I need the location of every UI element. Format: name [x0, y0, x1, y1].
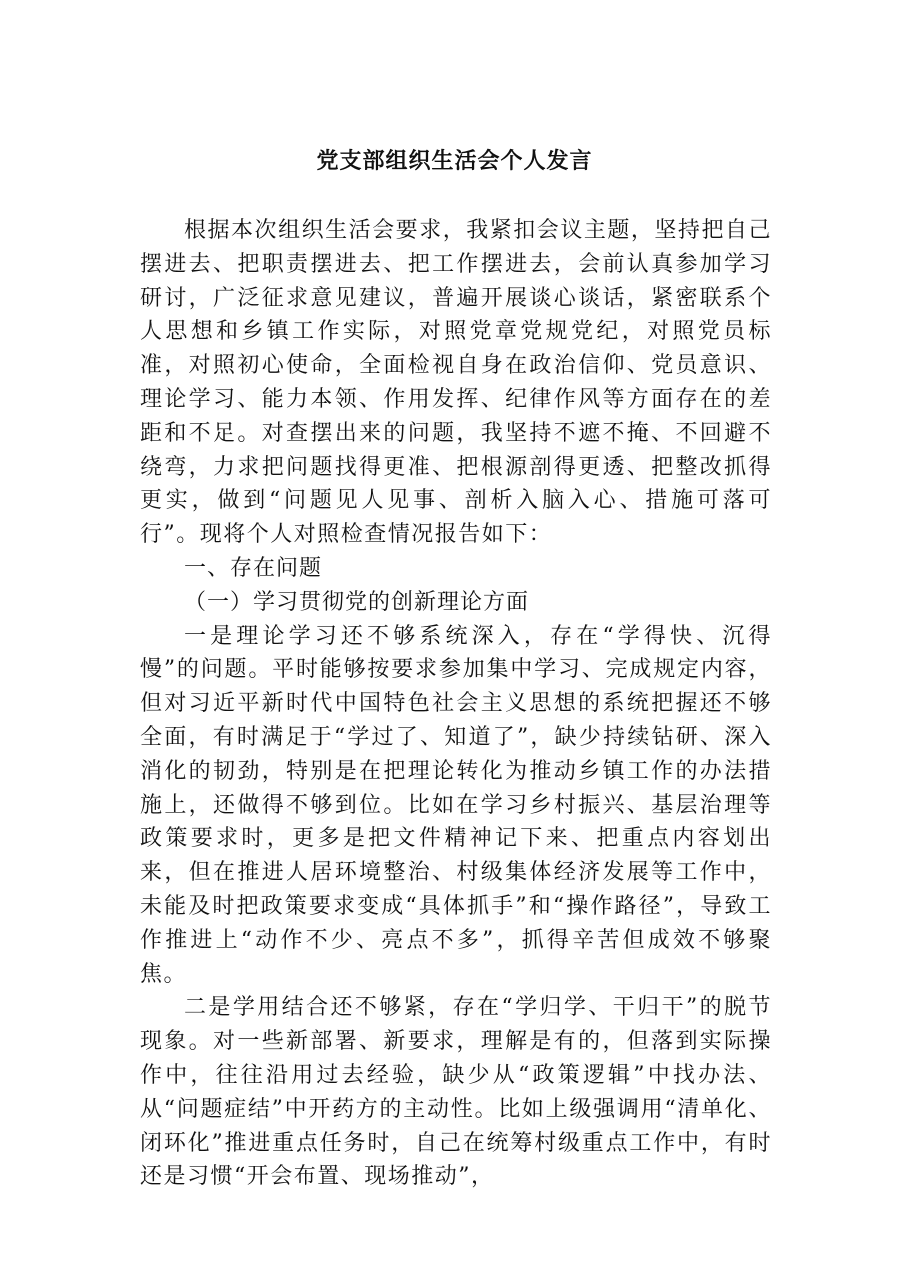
subsection-heading-theory-study: （一）学习贯彻党的创新理论方面	[184, 589, 530, 615]
document-body	[140, 214, 772, 1194]
document-title: 党支部组织生活会个人发言	[316, 148, 593, 174]
intro-paragraph: 根据本次组织生活会要求，我紧扣会议主题，坚持把自己摆进去、把职责摆进去、把工作摆进去，会前认真参加学习研讨，广泛征求意见建议，普遍开展谈心谈话，紧密联系个人思想和乡镇工作实际，对照党章党规党纪，对照党员标准，对照初心使命，全面检视自身在政治信仰、党员意识、理论学习、能力本领、作用发挥、纪律作风等方面存在的差距和不足。对查摆出来的问题，我坚持不遮不掩、不回避不绕弯，力求把问题找得更准、把根源剖得更透、把整改抓得更实，做到“问题见人见事、剖析入脑入心、措施可落可行”。现将个人对照检查情况报告如下：	[140, 218, 772, 548]
section-heading-existing-problems: 一、存在问题	[184, 555, 323, 581]
paragraph-point-one: 一是理论学习还不够系统深入，存在“学得快、沉得慢”的问题。平时能够按要求参加集中学习、完成规定内容，但对习近平新时代中国特色社会主义思想的系统把握还不够全面，有时满足于“学过了、知道了”，缺少持续钻研、深入消化的韧劲，特别是在把理论转化为推动乡镇工作的办法措施上，还做得不够到位。比如在学习乡村振兴、基层治理等政策要求时，更多是把文件精神记下来、把重点内容划出来，但在推进人居环境整治、村级集体经济发展等工作中，未能及时把政策要求变成“具体抓手”和“操作路径”，导致工作推进上“动作不少、亮点不多”，抓得辛苦但成效不够聚焦。	[140, 623, 772, 987]
paragraph-point-two: 二是学用结合还不够紧，存在“学归学、干归干”的脱节现象。对一些新部署、新要求，理解是有的，但落到实际操作中，往往沿用过去经验，缺少从“政策逻辑”中找办法、从“问题症结”中开药方的主动性。比如上级强调用“清单化、闭环化”推进重点任务时，自己在统筹村级重点工作中，有时还是习惯“开会布置、现场推动”，	[140, 995, 772, 1190]
